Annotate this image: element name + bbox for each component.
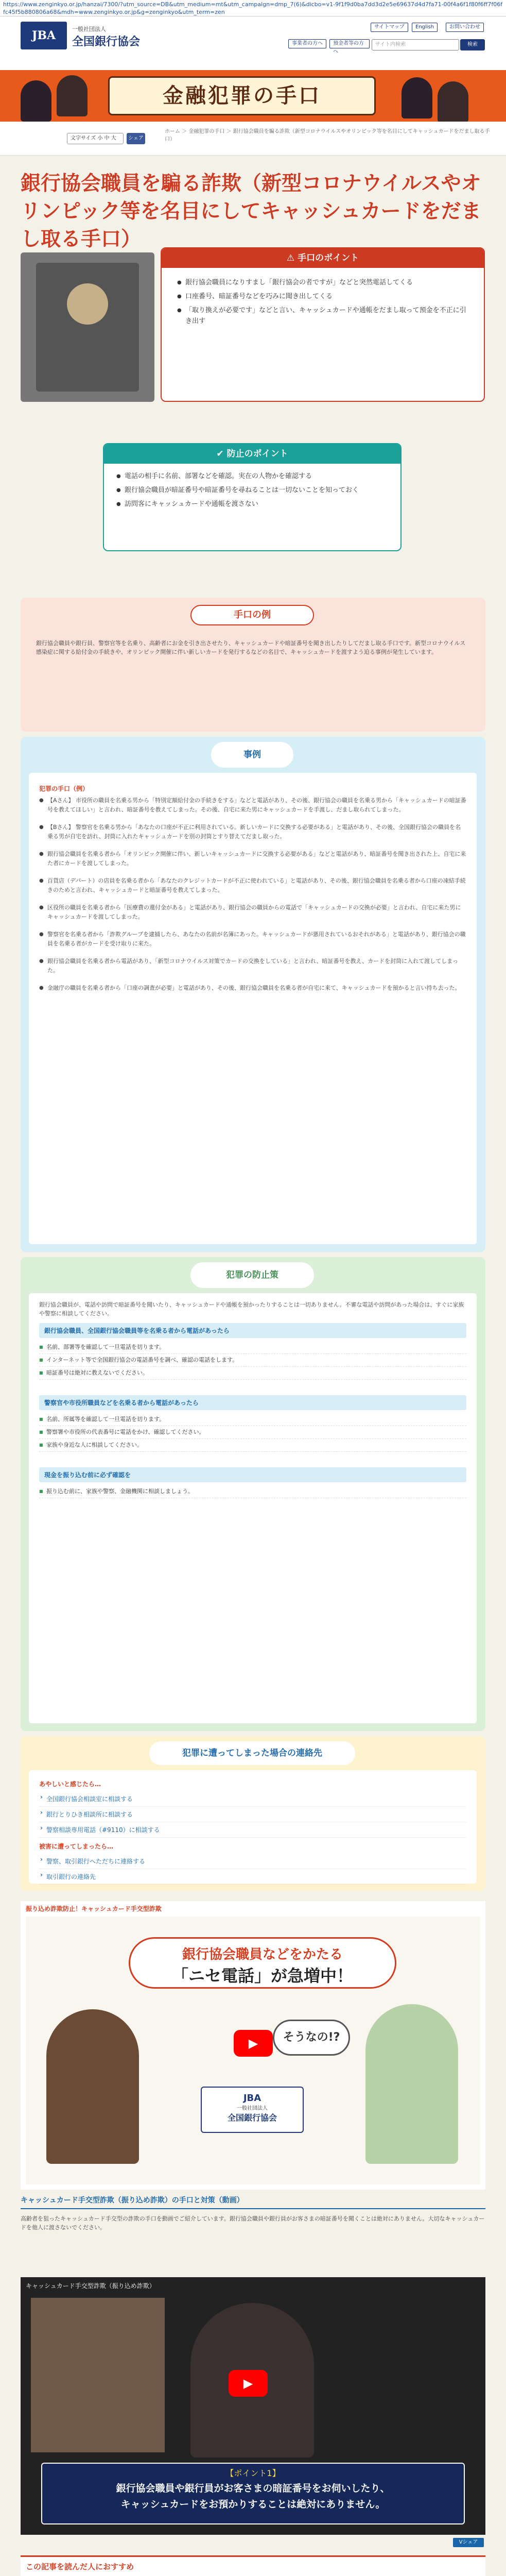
- org-small-label: 一般社団法人: [72, 26, 106, 32]
- speech-bubble: そうなの!?: [273, 2020, 350, 2056]
- prevent-item: ■ 振り込む前に、家族や警察、金融機関に相談しましょう。: [39, 1485, 466, 1498]
- nav-english[interactable]: English: [412, 23, 438, 32]
- criminal-illustration-icon: [57, 75, 88, 116]
- cases-subhead: 犯罪の手口（例）: [39, 785, 89, 792]
- prevent-bar: 警察官や市役所職員などを名乗る者から電話があったら: [39, 1395, 466, 1410]
- atm-photo: [21, 252, 154, 402]
- prevent-item: ■ 家族や身近な人に相談してください。: [39, 1439, 466, 1452]
- criminal-illustration-icon: [438, 81, 468, 122]
- prevent-point-item: ● 電話の相手に名前、部署などを確認。実在の人物かを確認する: [116, 471, 388, 482]
- contact-panel: [29, 1770, 477, 1884]
- points-head-text: 手口のポイント: [298, 253, 359, 263]
- point-item: ● 「取り換えが必要です」などと言い、キャッシュカードや通帳をだまし取って預金を不正に引き出す: [177, 305, 468, 327]
- alert-icon: ⚠: [286, 253, 298, 263]
- jba-video-logo: [201, 2087, 304, 2133]
- point-item: ● 銀行協会職員になりすまし「銀行協会の者ですが」などと突然電話してくる: [177, 277, 468, 288]
- case-item: ● 銀行協会職員を名乗る者から「オリンピック開催に伴い、新しいキャッシュカードに交換する必要がある」などと電話があり、暗証番号を聞き出された上、自宅に来た者にカードを渡してしまった。: [39, 850, 466, 868]
- video-desc-text: 高齢者を狙ったキャッシュカード手交型の詐欺の手口を動画でご紹介しています。銀行協会職員や銀行員がお客さまの暗証番号を聞くことは絶対にありません。大切なキャッシュカードを他人に渡さないでください。: [21, 2215, 485, 2231]
- prevent-point-item: ● 銀行協会職員が暗証番号や暗証番号を尋ねることは一切ないことを知っておく: [116, 485, 388, 496]
- contact-link[interactable]: › 警察相談専用電話（#9110）に相談する: [39, 1822, 466, 1838]
- banner-title: 金融犯罪の手口: [108, 76, 376, 115]
- video2-caption: [41, 2463, 465, 2524]
- check-icon: ✔: [216, 449, 227, 459]
- criminal-illustration-icon: [21, 80, 51, 122]
- jba-video-logo-text: JBA: [243, 2093, 261, 2104]
- video-desc-title: キャッシュカード手交型詐欺（振り込め詐欺）の手口と対策（動画）: [21, 2195, 485, 2209]
- case-item: ● 【Bさん】 警察官を名乗る男から「あなたの口座が不正に利用されている。新しいカードに交換する必要がある」と電話があり、その後、全国銀行協会の職員を名乗る男が自宅を訪れ、封筒に入れたキャッシュカードを別の封筒とすり替えてだまし取った。: [39, 823, 466, 841]
- prevent-item: ■ 名前、所属等を確認して一旦電話を切ります。: [39, 1413, 466, 1426]
- play-icon[interactable]: ▶: [234, 2030, 273, 2057]
- case-item: ● 【Aさん】 市役所の職員を名乗る男から「特別定額給付金の手続きをする」などと電話があり、その後、銀行協会の職員を名乗る男から「キャッシュカードの暗証番号を教えてほしい」と言われ、暗証番号を教えてしまった。その後、自宅に来た男にキャッシュカードを手渡し、だまし取られてしまった。: [39, 796, 466, 815]
- share-button[interactable]: シェア: [127, 133, 145, 144]
- nav-business[interactable]: 事業者の方へ: [288, 39, 326, 48]
- man-illustration-icon: [46, 2009, 139, 2164]
- video2-caption-tag: 【ポイント1】: [225, 2468, 281, 2478]
- video1-org-name: 全国銀行協会: [227, 2113, 277, 2123]
- prevent-heading: [190, 1262, 314, 1288]
- jba-logo[interactable]: JBA: [21, 22, 67, 49]
- video-player-1[interactable]: [21, 1901, 485, 2190]
- examples-head-text: 手口の例: [234, 609, 271, 620]
- share-badge[interactable]: Vシェア: [453, 2538, 484, 2547]
- prevent-bar: 現金を振り込む前に必ず確認を: [39, 1467, 466, 1482]
- contact-link[interactable]: › 全国銀行協会相談室に相談する: [39, 1791, 466, 1807]
- contact-sub: 被害に遭ってしまったら…: [39, 1843, 114, 1850]
- video2-label: キャッシュカード手交型詐欺（振り込め詐欺）: [26, 2282, 155, 2290]
- criminal-illustration-icon: [402, 77, 432, 118]
- prevent-head-text: 防止のポイント: [226, 449, 288, 459]
- prevent-item: ■ インターネット等で全国銀行協会の電話番号を調べ、確認の電話をします。: [39, 1354, 466, 1367]
- video1-frame[interactable]: [26, 1917, 480, 2184]
- font-size-control[interactable]: 文字サイズ 小 中 大: [67, 133, 124, 144]
- prevent-points-heading: [104, 444, 400, 464]
- prevent-panel: [29, 1293, 477, 1723]
- breadcrumb[interactable]: ホーム ＞ 金融犯罪の手口 ＞ 銀行協会職員を騙る詐欺（新型コロナウイルスやオリンピック等を名目にしてキャッシュカードをだまし取る手口）: [165, 129, 490, 142]
- contact-link[interactable]: › 取引銀行の連絡先: [39, 1869, 466, 1885]
- contact-link[interactable]: › 銀行とりひき相談所に相談する: [39, 1807, 466, 1822]
- video2-caption2: キャッシュカードをお預かりすることは絶対にありません。: [120, 2499, 386, 2510]
- cases-head-text: 事例: [243, 750, 261, 760]
- page-title: 銀行協会職員を騙る詐欺（新型コロナウイルスやオリンピック等を名目にしてキャッシュカードをだまし取る手口）: [21, 172, 481, 251]
- point-item: ● 口座番号、暗証番号などを巧みに聞き出してくる: [177, 291, 468, 302]
- prevent-section: [21, 1257, 485, 1731]
- examples-text: 銀行協会職員や銀行員、警察官等を名乗り、高齢者にお金を引き出させたり、キャッシュカードや暗証番号を聞き出したりしてだまし取る手口です。新型コロナウイルス感染症に関する給付金の手続きや、オリンピック開催に伴い新しいカードを発行するなどの名目で、キャッシュカードを渡すよう迫る事例が発生しています。: [36, 640, 466, 655]
- contact-sub: あやしいと感じたら…: [39, 1781, 101, 1788]
- org-name[interactable]: 全国銀行協会: [72, 35, 141, 48]
- prevent-bar: 銀行協会職員、全国銀行協会職員等を名乗る者から電話があったら: [39, 1323, 466, 1338]
- video1-label: 振り込め詐欺防止！キャッシュカード手交型詐欺: [26, 1905, 162, 1912]
- examples-heading: [190, 605, 314, 625]
- case-item: ● 銀行協会職員を名乗る者から電話があり、「新型コロナウイルス対策でカードの交換をしている」と言われ、暗証番号を教え、カードを封筒に入れて渡してしまった。: [39, 957, 466, 975]
- url-bar[interactable]: https://www.zenginkyo.or.jp/hanzai/7300/?utm_source=DB&utm_medium=mt&utm_campaign=dmp_7(6)&dicbo=v1-9f1f9d0ba7dd3d2e5e69637d4d7fa71-00f4a6f1f80f6ff7f06ffc45f5b880806a68&mdh=www.zenginkyo.or.jp&g=zenginkyo&utm_term=zen: [0, 0, 506, 16]
- search-input[interactable]: サイト内検索: [372, 39, 459, 50]
- video1-headline2: 「ニセ電話」が急増中！: [171, 1966, 353, 1986]
- case-item: ● 金融庁の職員を名乗る者から「口座の調査が必要」と電話があり、その後、銀行協会職員を名乗る者が自宅に来て、キャッシュカードを預かると言い持ち去った。: [39, 984, 466, 993]
- cases-panel: [29, 773, 477, 1244]
- prevent-intro: 銀行協会職員が、電話や訪問で暗証番号を聞いたり、キャッシュカードや通帳を預かったりすることは一切ありません。不審な電話や訪問があった場合は、すぐに家族や警察に相談してください。: [39, 1301, 464, 1317]
- case-item: ● 区役所の職員を名乗る者から「医療費の還付金がある」と電話があり、銀行協会の職員からの電話で「キャッシュカードの交換が必要」と言われ、自宅に来た男にキャッシュカードを渡してしまった。: [39, 903, 466, 922]
- nav-contact[interactable]: お問い合わせ: [446, 23, 484, 32]
- video1-org-small: 一般社団法人: [237, 2106, 268, 2111]
- case-item: ● 警察官を名乗る者から「詐欺グループを逮捕したら、あなたの名前が名簿にあった。キャッシュカードが悪用されているおそれがある」と電話があり、銀行協会の職員を名乗る者がカードを受け取りに来た。: [39, 930, 466, 948]
- play-icon[interactable]: ▶: [229, 2370, 268, 2397]
- prevent-points-box: [103, 443, 402, 551]
- contact-link[interactable]: › 警察、取引銀行へただちに連絡する: [39, 1854, 466, 1869]
- prevent-point-item: ● 訪問客にキャッシュカードや通帳を渡さない: [116, 499, 388, 510]
- recommend-section: [21, 2555, 485, 2576]
- prevent-item: ■ 名前、部署等を確認して一旦電話を切ります。: [39, 1341, 466, 1354]
- nav-depositor[interactable]: 預金者等の方へ: [329, 39, 370, 48]
- contact-section: [21, 1736, 485, 1891]
- prevent-head-text: 犯罪の防止策: [226, 1270, 278, 1280]
- room-illustration-icon: [31, 2298, 165, 2452]
- examples-section: [21, 598, 485, 732]
- video1-headline-bubble: [129, 1937, 396, 1989]
- woman-illustration-icon: [365, 2004, 458, 2164]
- contact-heading: [149, 1741, 355, 1765]
- recommend-heading: この記事を読んだ人におすすめ: [26, 2562, 134, 2571]
- case-item: ● 百貨店（デパート）の店員を名乗る者から「あなたのクレジットカードが不正に使われている」と電話があり、その後、銀行協会職員を名乗る者から口座の凍結手続きのためと言われ、キャッシュカードと暗証番号を教えてしまった。: [39, 876, 466, 895]
- prevent-item: ■ 暗証番号は絶対に教えないでください。: [39, 1367, 466, 1380]
- contact-head-text: 犯罪に遭ってしまった場合の連絡先: [182, 1748, 322, 1758]
- cases-heading: [211, 742, 293, 768]
- cases-section: [21, 737, 485, 1252]
- video-description: [21, 2195, 485, 2272]
- points-box: [161, 247, 485, 402]
- video1-headline1: 銀行協会職員などをかたる: [182, 1947, 343, 1962]
- nav-sitemap[interactable]: サイトマップ: [371, 23, 408, 32]
- points-heading: [162, 248, 484, 268]
- video-player-2[interactable]: [21, 2277, 485, 2535]
- video2-caption1: 銀行協会職員や銀行員がお客さまの暗証番号をお伺いしたり、: [116, 2483, 390, 2494]
- prevent-item: ■ 警察署や市役所の代表番号に電話をかけ、確認してください。: [39, 1426, 466, 1439]
- search-button[interactable]: 検索: [460, 39, 485, 50]
